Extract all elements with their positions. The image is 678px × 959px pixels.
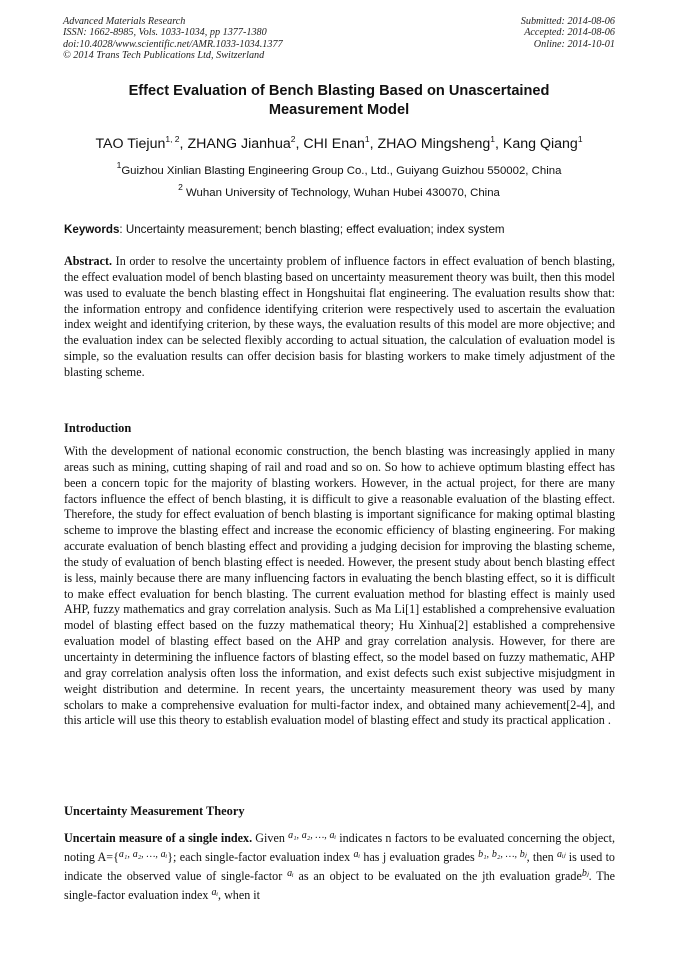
- title-line-1: Effect Evaluation of Bench Blasting Based on Unascertained: [128, 83, 550, 99]
- author-affiliation-mark: 1, 2: [165, 134, 180, 144]
- online-date: Online: 2014-10-01: [533, 38, 615, 50]
- math-symbol: b₁, b₂, …, bⱼ: [478, 848, 527, 860]
- accepted-date: Accepted: 2014-08-06: [524, 27, 615, 39]
- author-affiliation-mark: 1: [577, 134, 583, 144]
- section-heading-theory: Uncertainty Measurement Theory: [64, 804, 245, 818]
- publication-dates: [521, 16, 615, 50]
- theory-text: Given: [252, 831, 289, 845]
- keywords: [64, 222, 616, 238]
- affiliation-number: 1: [116, 160, 122, 170]
- paper-title: [60, 82, 618, 120]
- submitted-date: Submitted: 2014-08-06: [520, 16, 615, 27]
- author-affiliation-mark: 2: [290, 134, 296, 144]
- author-name: ZHAO Mingsheng: [377, 136, 491, 152]
- theory-text: . The single-factor evaluation index: [64, 868, 615, 902]
- theory-text: has j evaluation grades: [360, 849, 479, 864]
- math-symbol: aᵢ: [287, 867, 294, 879]
- math-symbol: aᵢ: [211, 886, 219, 898]
- introduction-paragraph: With the development of national economic construction, the bench blasting was increasingly applied in many areas such as mining, cutting shaping of rail and road and so on. So how to achieve optimum blasting effect has been a concern topic for the majority of blasting workers. However, in the actual project, for there are many factors influence the effect of bench blasting, it is difficult to give a reasonable evaluation of the blasting effect. Therefore, the study for effect evaluation of bench blasting is important significance for making optimal blasting scheme to improve the blasting effect and increase the economic efficiency of blasting engineering. For making accurate evaluation of bench blasting effect and providing a judging decision for improving the blasting scheme, the study of evaluation of bench blasting effect is needed. However, the present study about bench blasting effect is less, mainly because there are many influencing factors in evaluating the bench blasting effect, so it is difficult to make effect evaluation for bench blasting. The current evaluation method for blasting effect is mainly used AHP, fuzzy mathematics and gray correlation analysis. Such as Ma Li[1] established a comprehensive evaluation model of blasting effect based on the fuzzy mathematical theory; Hu Xinhua[2] established a comprehensive evaluation model of blasting effect based on the AHP and gray correlation analysis. However, for there are uncertainty in determining the influence factors of blasting effect, so the model based on fuzzy mathematic, AHP and gray correlation analysis often loss the information, and exist defects such exist subjective misjudgment in weight distribution and determine. In recent years, the uncertainty measurement theory was used by many scholars to make a comprehensive evaluation for multi-factor index, and obtained many achievement[2-4], and this article will use this theory to establish evaluation model of blasting effect and study its practical application .: [64, 444, 615, 728]
- affiliation-2: [40, 180, 638, 201]
- theory-text: indicates n factors to be evaluated concerning the object, noting A={: [64, 831, 616, 864]
- theory-text: , when it: [218, 887, 261, 902]
- theory-text: as an object to be evaluated on the jth evaluation grade: [293, 868, 582, 883]
- subsection-heading: Uncertain measure of a single index.: [64, 831, 253, 845]
- journal-copyright: © 2014 Trans Tech Publications Ltd, Switzerland: [63, 50, 265, 62]
- theory-paragraph: [64, 828, 615, 903]
- math-symbol: a₁, a₂, …, aᵢ: [118, 848, 168, 860]
- author-list: TAO Tiejun$^{1, 2}$, ZHANG Jianhua$^2$, CHI Enan$^1$, ZHAO Mingsheng$^1$, Kang Qiang$^1$: [95, 134, 583, 152]
- journal-name: Advanced Materials Research: [63, 16, 186, 27]
- section-heading-introduction: Introduction: [64, 421, 132, 435]
- affiliation-text: Guizhou Xinlian Blasting Engineering Group Co., Ltd., Guiyang Guizhou 550002, China: [121, 165, 562, 177]
- author-name: ZHANG Jianhua: [187, 136, 291, 152]
- abstract-label: Abstract.: [64, 254, 113, 268]
- journal-issn: ISSN: 1662-8985, Vols. 1033-1034, pp 1377-1380: [63, 27, 267, 39]
- author-name: Kang Qiang: [502, 136, 578, 152]
- math-symbol: a₁, a₂, …, aᵢ: [288, 830, 337, 841]
- theory-text: , then: [526, 849, 558, 864]
- author-affiliation-mark: 1: [364, 134, 370, 144]
- affiliation-number: 2: [178, 182, 183, 192]
- author-name: CHI Enan: [303, 136, 365, 152]
- author-name: TAO Tiejun: [95, 136, 166, 152]
- theory-text: is used to indicate the observed value of single-factor: [64, 849, 615, 883]
- math-symbol: bⱼ: [581, 867, 589, 879]
- math-symbol: aᵢⱼ: [557, 848, 566, 860]
- affiliation-text: Wuhan University of Technology, Wuhan Hubei 430070, China: [186, 187, 500, 199]
- author-affiliation-mark: 1: [490, 134, 495, 144]
- journal-info: [63, 16, 283, 62]
- math-symbol: aᵢ: [353, 848, 361, 860]
- abstract: [64, 254, 615, 381]
- title-line-2: Measurement Model: [268, 102, 410, 118]
- theory-text: }; each single-factor evaluation index: [167, 849, 354, 864]
- affiliation-1: [40, 158, 638, 179]
- abstract-text: In order to resolve the uncertainty problem of influence factors in effect evaluation of bench blasting, the effect evaluation model of bench blasting based on uncertainty measurement theory was built, then this model was used to evaluate the bench blasting effect in Hongshuitai flat engineering. The evaluation results show that: the information entropy and confidence identifying criterion were respectively used to ascertain the evaluation index weight and identifying criterion, by these ways, the evaluation results of this model are more objective; and the evaluation index can be selected flexibly according to actual situation, the calculation of evaluation model is simple, so the evaluation results can offer decision basis for blasting workers to make timely adjustment of the blasting scheme.: [64, 254, 615, 379]
- keywords-label: Keywords: [64, 223, 120, 236]
- keywords-text: : Uncertainty measurement; bench blasting; effect evaluation; index system: [119, 223, 505, 236]
- journal-doi: doi:10.4028/www.scientific.net/AMR.1033-1034.1377: [63, 38, 283, 50]
